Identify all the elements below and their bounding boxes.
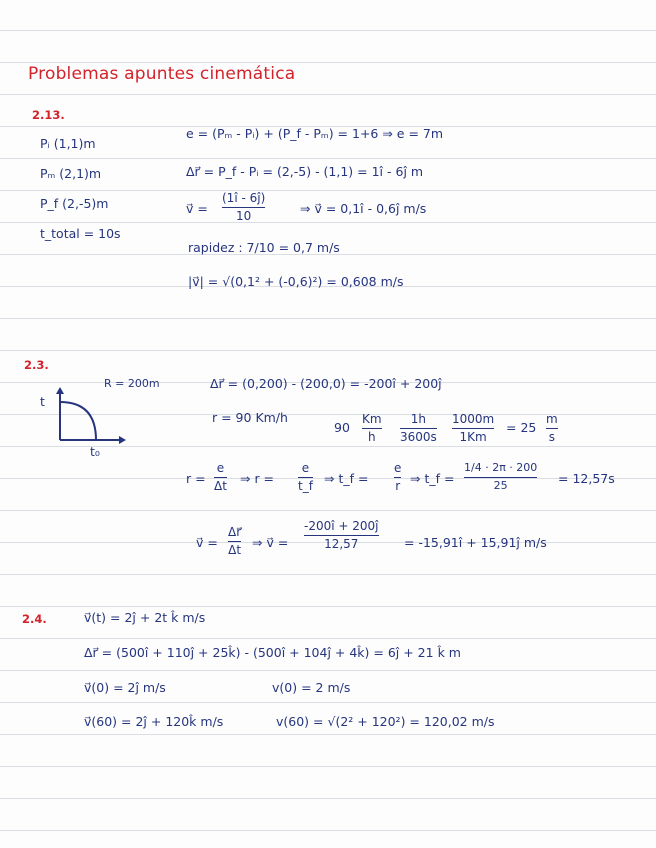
fraction-bar: [228, 541, 241, 542]
fraction-numerator: m: [546, 412, 558, 426]
displacement-equation: Δr⃗ = (500î + 110ĵ + 25k̂) - (500î + 104ĵ + 4k̂) = 6ĵ + 21 k̂ m: [84, 645, 461, 660]
fraction-bar: [222, 207, 265, 208]
fraction-numerator: 1/4 · 2π · 200: [464, 461, 538, 474]
time-eq-step-1: ⇒ r =: [240, 471, 275, 486]
page-title: Problemas apuntes cinemática: [28, 64, 296, 84]
time-eq-fraction-4: [464, 461, 537, 493]
fraction-numerator: e: [301, 461, 310, 475]
velocity-lhs: v⃗ =: [186, 201, 208, 216]
velocity-lhs: v⃗ =: [196, 535, 218, 550]
fraction-denominator: 25: [493, 479, 508, 492]
velocity-step: ⇒ v⃗ =: [252, 535, 289, 550]
velocity-fraction: [222, 191, 265, 223]
fraction-denominator: 3600s: [400, 430, 437, 444]
velocity-fraction-1: [228, 525, 241, 557]
time-eq-fraction-1: [214, 461, 227, 493]
initial-speed: v(0) = 2 m/s: [272, 680, 351, 695]
speed-value: r = 90 Km/h: [212, 410, 288, 425]
time-result: = 12,57s: [558, 471, 615, 486]
time-eq-fraction-2: [298, 461, 313, 493]
speed-at-60: v(60) = √(2² + 120²) = 120,02 m/s: [276, 714, 495, 729]
fraction-numerator: Δr⃗: [228, 525, 242, 539]
fraction-denominator: 1Km: [459, 430, 487, 444]
fraction-bar: [362, 428, 382, 429]
velocity-magnitude-equation: |v⃗| = √(0,1² + (-0,6)²) = 0,608 m/s: [188, 274, 404, 289]
displacement-equation: Δr⃗ = (0,200) - (200,0) = -200î + 200ĵ: [210, 376, 442, 391]
distance-equation: e = (Pₘ - Pᵢ) + (P_f - Pₘ) = 1+6 ⇒ e = 7m: [186, 126, 444, 141]
given-final-point: P_f (2,-5)m: [40, 196, 109, 211]
quarter-circle-graph: [44, 386, 134, 456]
fraction-bar: [546, 428, 558, 429]
velocity-function: v⃗(t) = 2ĵ + 2t k̂ m/s: [84, 610, 206, 625]
time-eq-step-2: ⇒ t_f =: [324, 471, 369, 486]
fraction-denominator: Δt: [228, 543, 242, 557]
fraction-numerator: -200î + 200ĵ: [304, 519, 379, 533]
fraction-numerator: (1î - 6ĵ): [222, 191, 266, 205]
velocity-result: = -15,91î + 15,91ĵ m/s: [404, 535, 547, 550]
fraction-bar: [464, 477, 537, 478]
fraction-numerator: Km: [362, 412, 382, 426]
time-eq-step-3: ⇒ t_f =: [410, 471, 455, 486]
given-middle-point: Pₘ (2,1)m: [40, 166, 102, 181]
velocity-fraction-2: [304, 519, 379, 551]
graph-x-label: t₀: [90, 444, 100, 459]
fraction-numerator: e: [216, 461, 225, 475]
time-eq-fraction-3: [394, 461, 401, 493]
radius-label: R = 200m: [104, 377, 160, 390]
fraction-bar: [214, 477, 227, 478]
fraction-bar: [400, 428, 437, 429]
velocity-at-60-vector: v⃗(60) = 2ĵ + 120k̂ m/s: [84, 714, 224, 729]
displacement-equation: Δr⃗ = P_f - Pᵢ = (2,-5) - (1,1) = 1î - 6ĵ m: [186, 164, 424, 179]
fraction-numerator: 1h: [410, 412, 427, 426]
fraction-bar: [452, 428, 494, 429]
conversion-result-units: [546, 412, 558, 444]
problem-number: 2.4.: [22, 612, 47, 626]
fraction-denominator: 10: [235, 209, 252, 223]
graph-y-label: t: [40, 394, 45, 409]
fraction-bar: [394, 477, 401, 478]
velocity-result: ⇒ v⃗ = 0,1î - 0,6ĵ m/s: [300, 201, 427, 216]
fraction-denominator: 12,57: [324, 537, 359, 551]
fraction-denominator: Δt: [214, 479, 227, 493]
fraction-bar: [298, 477, 313, 478]
fraction-denominator: s: [548, 430, 555, 444]
time-eq-lhs: r =: [186, 471, 206, 486]
conversion-factor-3: [452, 412, 494, 444]
given-total-time: t_total = 10s: [40, 226, 121, 241]
fraction-denominator: r: [395, 479, 401, 493]
fraction-numerator: 1000m: [452, 412, 495, 426]
fraction-numerator: e: [394, 461, 402, 475]
fraction-bar: [304, 535, 379, 536]
conversion-factor-1: [362, 412, 382, 444]
fraction-denominator: h: [367, 430, 376, 444]
conversion-factor-2: [400, 412, 437, 444]
conversion-result: = 25: [506, 420, 537, 435]
fraction-denominator: t_f: [298, 479, 313, 493]
conversion-value: 90: [334, 420, 350, 435]
initial-velocity-vector: v⃗(0) = 2ĵ m/s: [84, 680, 166, 695]
problem-number: 2.3.: [24, 358, 49, 372]
problem-number: 2.13.: [32, 108, 65, 122]
given-initial-point: Pᵢ (1,1)m: [40, 136, 96, 151]
speed-equation: rapidez : 7/10 = 0,7 m/s: [188, 240, 340, 255]
